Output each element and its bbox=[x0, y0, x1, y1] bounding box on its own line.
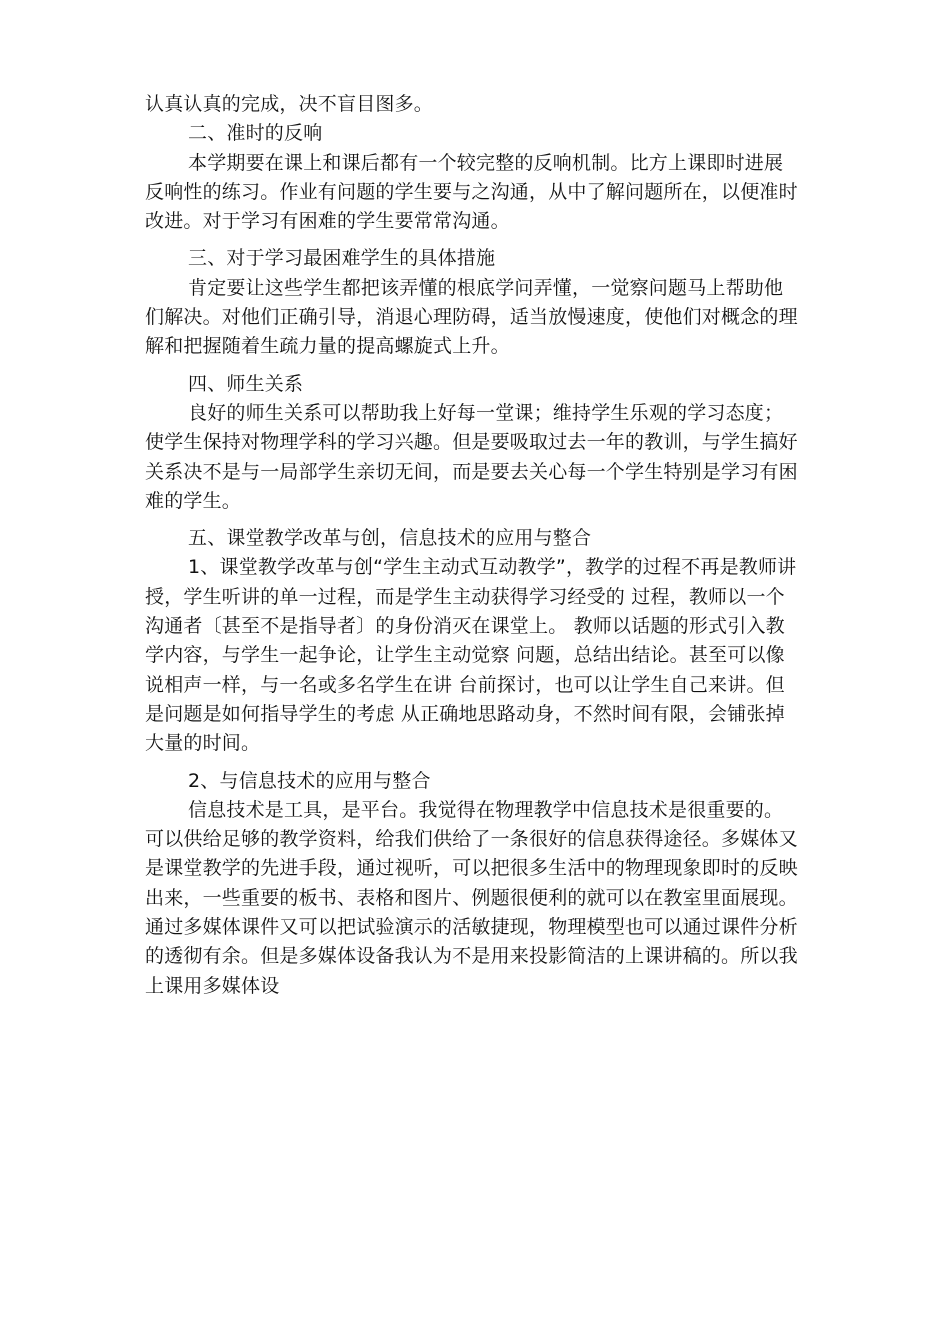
section-heading-classroom-reform: 五、课堂教学改革与创，信息技术的应用与整合 bbox=[188, 527, 592, 550]
paragraph-teacher-student-relations: 良好的师生关系可以帮助我上好每一堂课；维持学生乐观的学习态度；使学生保持对物理学科的学习兴趣。但是要吸取过去一年的教训，与学生搞好关系决不是与一局部学生亲切无间，而是要去关心每一个学生特别是学习有困难的学生。 bbox=[145, 401, 798, 512]
paragraph-classroom-reform: 1、课堂教学改革与创“学生主动式互动教学”，教学的过程不再是教师讲授，学生听讲的单一过程，而是学生主动获得学习经受的 过程，教师以一个沟通者〔甚至不是指导者〕的身份消灭在课堂上。 教师以话题的形式引入教学内容，与学生一起争论，让学生主动觉察 问题，总结出结论。甚至可以像说相声一样，与一名或多名学生在讲 台前探讨，也可以让学生自己来讲。但是问题是如何指导学生的考虑 从正确地思路动身，不然时间有限，会铺张掉大量的时间。 bbox=[145, 556, 797, 755]
section-heading-teacher-student-relations: 四、师生关系 bbox=[188, 372, 304, 395]
paragraph-it-integration: 信息技术是工具，是平台。我觉得在物理教学中信息技术是很重要的。可以供给足够的教学资料，给我们供给了一条很好的信息获得途径。多媒体又是课堂教学的先进手段，通过视听，可以把很多生活中的物理现象即时的反映出来，一些重要的板书、表格和图片、例题很便利的就可以在教室里面展现。通过多媒体课件又可以把试验演示的活敏捷现，物理模型也可以通过课件分析的透彻有余。但是多媒体设备我认为不是用来投影简洁的上课讲稿的。所以我上课用多媒体设 bbox=[145, 798, 798, 997]
section-heading-it-integration: 2、与信息技术的应用与整合 bbox=[188, 769, 431, 792]
section-heading-feedback: 二、准时的反响 bbox=[188, 122, 323, 145]
section-heading-struggling-students: 三、对于学习最困难学生的具体措施 bbox=[188, 247, 496, 270]
paragraph-feedback: 本学期要在课上和课后都有一个较完整的反响机制。比方上课即时进展反响性的练习。作业有问题的学生要与之沟通，从中了解问题所在，以便准时改进。对于学习有困难的学生要常常沟通。 bbox=[145, 151, 798, 233]
paragraph-struggling-students: 肯定要让这些学生都把该弄懂的根底学问弄懂，一觉察问题马上帮助他们解决。对他们正确引导，消退心理防碍，适当放慢速度，使他们对概念的理解和把握随着生疏力量的提高螺旋式上升。 bbox=[145, 276, 798, 358]
lead-line: 认真认真的完成，决不盲目图多。 bbox=[145, 93, 434, 115]
document-body bbox=[145, 90, 800, 1001]
